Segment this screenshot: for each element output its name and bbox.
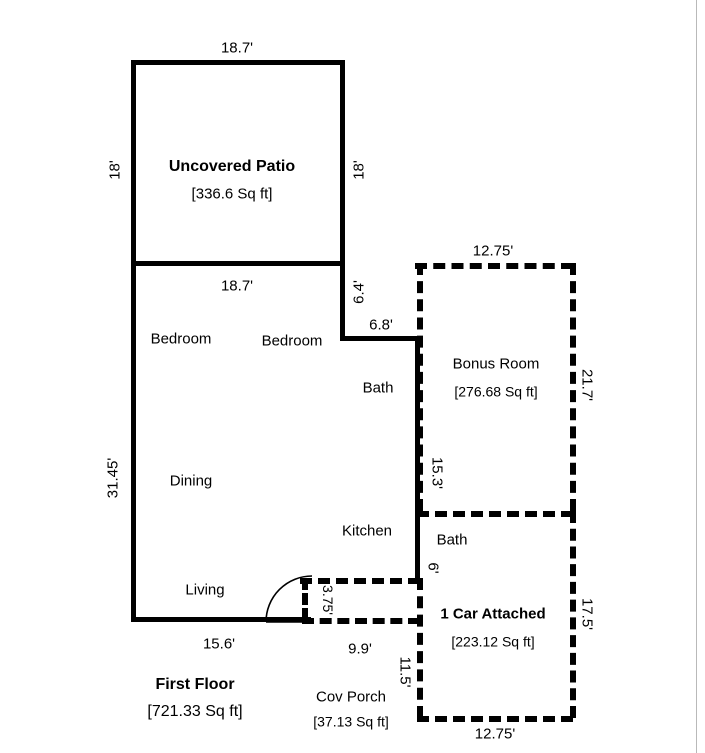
room-label-bonus-room: Bonus Room [452,355,540,373]
room-label-bath-1: Bath [362,379,394,397]
dim-bath-upper-right: 6.4' [350,280,368,304]
room-label-kitchen: Kitchen [341,522,393,540]
room-label-cov-porch: Cov Porch [315,688,387,706]
dashed-wall-garage-right [570,511,576,718]
dashed-wall-porch-top [300,578,420,584]
dim-bonus-top: 12.75' [472,242,514,260]
room-label-dining: Dining [169,472,213,490]
dim-porch-bottom: 9.9' [348,640,372,658]
room-label-bath-2: Bath [436,531,468,549]
dashed-wall-bonus-right [570,263,576,511]
dim-bath2-left: 6' [424,562,442,574]
dashed-wall-garage-left [417,578,423,718]
dim-garage-bottom: 12.75' [474,725,516,743]
dashed-wall-bonus-top [415,263,573,269]
wall-bath-upper-right [340,261,345,341]
wall-patio-right [340,60,345,265]
dim-garage-right: 17.5' [578,597,596,631]
dashed-wall-garage-bottom [417,716,573,722]
dim-porch-door: 3.75' [319,585,336,615]
wall-west-left [131,261,136,622]
wall-patio-bottom [131,261,345,266]
dim-bonus-right: 21.7' [578,368,596,402]
dashed-wall-bonus-left [417,263,423,511]
dashed-wall-bonus-bottom [417,511,573,517]
room-label-bedroom-1: Bedroom [150,330,212,348]
room-label-uncovered-patio: Uncovered Patio [168,158,296,175]
dim-bath-top: 6.8' [369,316,393,334]
wall-bath-top [340,336,420,341]
dim-living-bottom: 15.6' [202,635,236,653]
door-swing-icon [262,572,318,628]
room-area-cov-porch: [37.13 Sq ft] [313,713,389,730]
room-label-garage: 1 Car Attached [440,605,546,623]
dim-porch-right: 11.5' [396,656,414,688]
dim-patio-left: 18' [106,160,124,180]
plan-title: First Floor [155,676,235,693]
wall-patio-left [131,60,136,265]
page-edge-rule [696,0,697,753]
dim-bedroom-top: 18.7' [220,277,254,295]
room-area-uncovered-patio: [336.6 Sq ft] [191,185,273,203]
dim-patio-top: 18.7' [220,39,254,57]
plan-title-area: [721.33 Sq ft] [147,703,243,720]
dashed-wall-porch-bottom [302,618,420,624]
dim-patio-right: 18' [350,160,368,180]
wall-patio-top [131,60,345,65]
room-label-bedroom-2: Bedroom [261,332,323,350]
room-area-garage: [223.12 Sq ft] [451,633,535,650]
dim-bonus-left-lower: 15.3' [428,456,446,490]
room-label-living: Living [185,581,225,599]
dim-west-left: 31.45' [104,457,122,499]
room-area-bonus-room: [276.68 Sq ft] [454,383,538,400]
